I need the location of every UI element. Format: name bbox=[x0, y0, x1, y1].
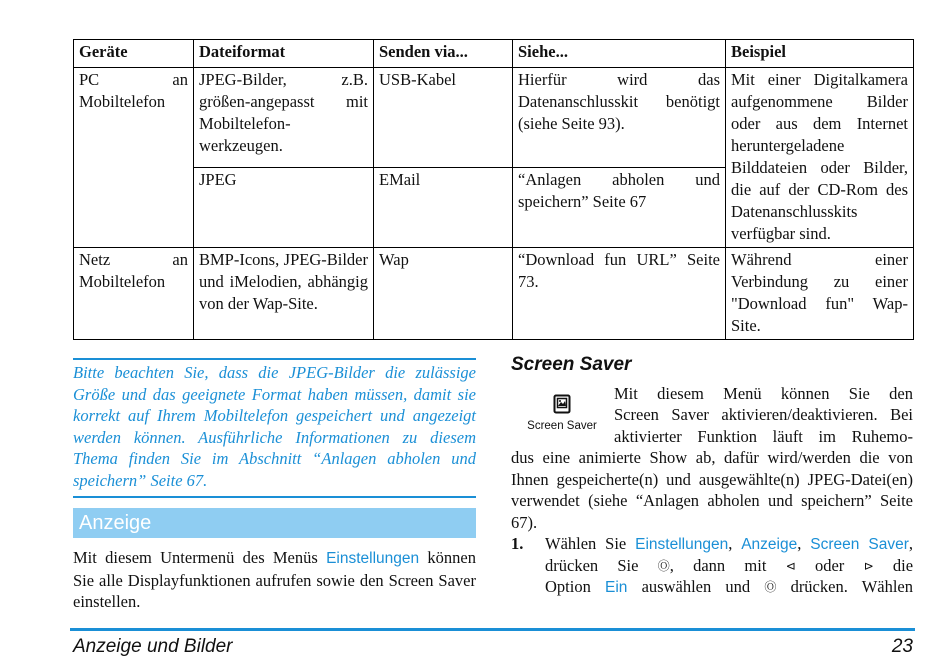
screen-saver-intro-line1: Mit diesem Menü können Sie den bbox=[614, 384, 913, 403]
screen-saver-icon-caption: Screen Saver bbox=[527, 420, 597, 432]
section-title-screen-saver: Screen Saver bbox=[511, 354, 632, 375]
header-file-format: Dateiformat bbox=[194, 40, 374, 68]
footer-rule bbox=[70, 628, 915, 631]
step-line-1 bbox=[545, 533, 913, 556]
cell-device: Netz an Mobiltelefon bbox=[74, 248, 194, 340]
step-line-2 bbox=[545, 555, 913, 578]
cell-example: Mit einer Digitalkamera aufgenommene Bilder oder aus dem Internet heruntergeladene Bilddateien oder Bilder, die auf der CD-Rom des Datenanschlusskits verfügbar sind. bbox=[726, 68, 914, 248]
menu-term-einstellungen: Einstellungen bbox=[635, 536, 729, 553]
header-send-via: Senden via... bbox=[374, 40, 513, 68]
ok-key-icon: Ⓞ bbox=[657, 559, 670, 573]
screen-saver-intro-rest: dus eine animierte Show ab, dafür wird/werden die von Ihnen gespeicherte(n) und ausgewählte(n) JPEG-Datei(en) verwendet (siehe “Anlagen abholen und speichern” Seite 67). bbox=[511, 448, 913, 532]
jpeg-note: Bitte beachten Sie, dass die JPEG-Bilder die zulässige Größe und das geeignete Format haben müssen, damit sie korrekt auf Ihrem Mobiltelefon gespeichert und angezeigt werden können. Ausführliche Informationen zu diesem Thema finden Sie im Abschnitt “Anlagen abholen und speichern” Seite 67. bbox=[73, 363, 476, 490]
note-top-rule bbox=[73, 358, 476, 360]
menu-term-ein: Ein bbox=[605, 579, 628, 596]
cell-via: Wap bbox=[374, 248, 513, 340]
table-row bbox=[74, 248, 914, 340]
header-example: Beispiel bbox=[726, 40, 914, 68]
screen-saver-icon bbox=[553, 394, 571, 414]
cell-format: JPEG-Bilder, z.B. größen-angepasst mit Mobiltelefon-werkzeugen. bbox=[194, 68, 374, 168]
step-text: auswählen und bbox=[627, 577, 751, 596]
section-title-anzeige: Anzeige bbox=[73, 508, 476, 538]
cell-format: JPEG bbox=[194, 168, 374, 248]
cell-see: “Download fun URL” Seite 73. bbox=[513, 248, 726, 340]
header-devices: Geräte bbox=[74, 40, 194, 68]
step-text: Wählen Sie bbox=[545, 534, 636, 553]
screen-saver-intro-line3: aktivierter Funktion läuft im Ruhemo- bbox=[614, 427, 913, 446]
step-number: 1. bbox=[511, 534, 524, 553]
menu-term-anzeige: Anzeige bbox=[741, 536, 798, 553]
table-row bbox=[74, 68, 914, 168]
file-format-table bbox=[73, 39, 914, 340]
cell-see: “Anlagen abholen und speichern” Seite 67 bbox=[513, 168, 726, 248]
note-bottom-rule bbox=[73, 496, 476, 498]
nav-left-icon: ⊲ bbox=[785, 559, 796, 573]
screen-saver-icon-block bbox=[527, 394, 597, 432]
cell-format: BMP-Icons, JPEG-Bilder und iMelodien, abhängig von der Wap-Site. bbox=[194, 248, 374, 340]
anzeige-description bbox=[73, 547, 476, 613]
anzeige-text-pre: Mit diesem Untermenü des Menüs bbox=[73, 548, 327, 567]
cell-via: USB-Kabel bbox=[374, 68, 513, 168]
step-line-3 bbox=[545, 576, 913, 599]
menu-term-einstellungen: Einstellungen bbox=[326, 550, 420, 567]
nav-right-icon: ⊳ bbox=[863, 559, 874, 573]
step-text: Option bbox=[545, 577, 606, 596]
anzeige-text-post: können Sie alle Displayfunktionen aufrufen sowie den Screen Saver einstellen. bbox=[73, 548, 477, 611]
screen-saver-intro-line2: Screen Saver aktivieren/deaktivieren. Bei bbox=[614, 405, 913, 424]
cell-device: PC an Mobiltelefon bbox=[74, 68, 194, 248]
step-text: , dann mit bbox=[669, 556, 767, 575]
step-text: die bbox=[892, 556, 914, 575]
step-text: drücken Sie bbox=[545, 556, 639, 575]
step-text: , bbox=[908, 534, 914, 553]
header-see: Siehe... bbox=[513, 40, 726, 68]
step-text: drücken. Wählen bbox=[790, 577, 914, 596]
step-text: , bbox=[728, 534, 742, 553]
table-header-row bbox=[74, 40, 914, 68]
cell-example: Während einer Verbindung zu einer "Download fun" Wap-Site. bbox=[726, 248, 914, 340]
menu-term-screen-saver: Screen Saver bbox=[810, 536, 909, 553]
page-number: 23 bbox=[891, 636, 913, 657]
cell-via: EMail bbox=[374, 168, 513, 248]
ok-key-icon: Ⓞ bbox=[764, 580, 777, 594]
step-text: oder bbox=[814, 556, 845, 575]
cell-see: Hierfür wird das Datenanschlusskit benötigt (siehe Seite 93). bbox=[513, 68, 726, 168]
footer-chapter-title: Anzeige und Bilder bbox=[73, 636, 233, 657]
step-text: , bbox=[797, 534, 811, 553]
